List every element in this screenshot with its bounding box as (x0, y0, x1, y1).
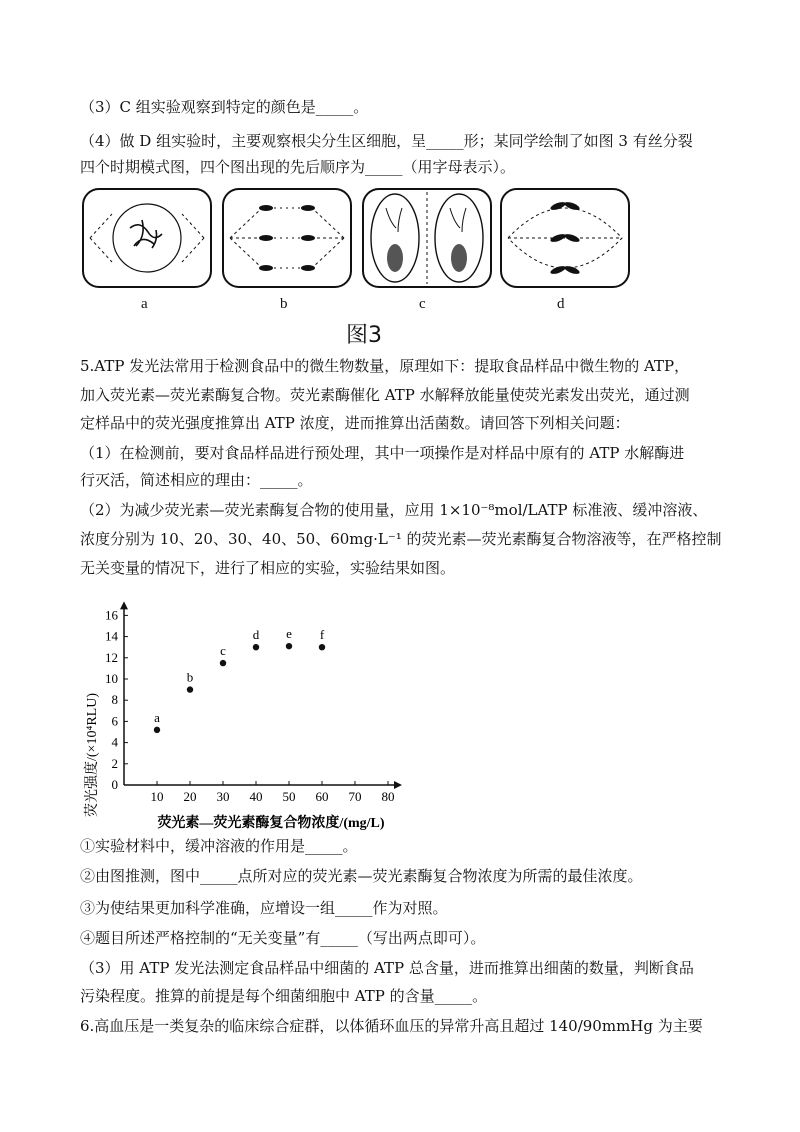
data-point-f (319, 644, 325, 650)
figure-3-title: 图3 (346, 323, 382, 348)
q6-text-line1: 6.高血压是一类复杂的临床综合症群，以体循环血压的异常升高且超过 140/90mmHg 为主要 (80, 1017, 703, 1035)
q3-text: （3）C 组实验观察到特定的颜色是_____。 (80, 98, 369, 116)
y-tick-label: 8 (111, 692, 118, 708)
data-point-label-e: e (286, 626, 292, 642)
q5-sub1: ①实验材料中，缓冲溶液的作用是_____。 (80, 837, 358, 855)
q5-1-line1: （1）在检测前，要对食品样品进行预处理，其中一项操作是对样品中原有的 ATP 水解酶进 (80, 444, 685, 462)
x-tick-label: 20 (183, 789, 197, 804)
q5-text-line2: 加入荧光素—荧光素酶复合物。荧光素酶催化 ATP 水解释放能量使荧光素发出荧光，通过测 (80, 386, 690, 404)
y-tick-label: 2 (111, 755, 118, 771)
data-point-a (154, 727, 160, 733)
data-point-label-c: c (220, 643, 226, 659)
q4-text-line2: 四个时期模式图，四个图出现的先后顺序为_____（用字母表示）。 (80, 158, 516, 176)
x-tick-label: 70 (348, 789, 362, 804)
q5-1-line2: 行灭活，简述相应的理由：_____。 (80, 471, 313, 489)
q5-2-line1: （2）为减少荧光素—荧光素酶复合物的使用量，应用 1×10⁻⁸mol/LATP 标准液、缓冲溶液、 (80, 501, 708, 519)
data-point-label-f: f (319, 627, 325, 643)
q5-text-line1: 5.ATP 发光法常用于检测食品中的微生物数量，原理如下：提取食品样品中微生物的 ATP， (80, 357, 690, 375)
q5-text-line3: 定样品中的荧光强度推算出 ATP 浓度，进而推算出活菌数。请回答下列相关问题： (80, 414, 630, 432)
y-axis-label: 荧光强度/(×10⁴RLU) (85, 693, 100, 817)
x-tick-label: 40 (249, 789, 263, 804)
y-axis-arrow (120, 601, 128, 609)
q5-3-line1: （3）用 ATP 发光法测定食品样品中细菌的 ATP 总含量，进而推算出细菌的数量，判断食品 (80, 959, 694, 977)
y-tick-label: 10 (105, 671, 118, 686)
q5-2-line2: 浓度分别为 10、20、30、40、50、60mg·L⁻¹ 的荧光素—荧光素酶复合物溶液等，在严格控制 (80, 530, 722, 548)
panel-label-c: c (419, 296, 426, 312)
x-tick-label: 10 (150, 789, 164, 804)
fluorescence-scatter-chart (76, 595, 416, 835)
x-axis-label: 荧光素—荧光素酶复合物浓度/(mg/L) (157, 816, 385, 831)
y-tick-label: 4 (111, 734, 118, 750)
data-point-label-d: d (252, 627, 260, 643)
x-tick-label: 50 (282, 789, 296, 804)
y-tick-label: 6 (111, 713, 118, 729)
q5-2-line3: 无关变量的情况下，进行了相应的实验，实验结果如图。 (80, 559, 456, 577)
panel-label-d: d (557, 296, 565, 312)
y-tick-label: 16 (105, 607, 118, 623)
q4-text-line1: （4）做 D 组实验时，主要观察根尖分生区细胞，呈_____形；某同学绘制了如图 3 有丝分裂 (80, 132, 693, 150)
q5-sub3: ③为使结果更加科学准确，应增设一组_____作为对照。 (80, 899, 448, 917)
q5-sub4: ④题目所述严格控制的“无关变量”有_____（写出两点即可）。 (80, 929, 486, 947)
data-point-label-b: b (186, 669, 194, 685)
panel-label-a: a (141, 296, 148, 312)
q5-3-line2: 污染程度。推算的前提是每个细菌细胞中 ATP 的含量_____。 (80, 987, 488, 1005)
mitosis-panel-a (82, 188, 212, 288)
x-tick-label: 80 (381, 789, 395, 804)
q5-sub2: ②由图推测，图中_____点所对应的荧光素—荧光素酶复合物浓度为所需的最佳浓度。 (80, 867, 643, 885)
mitosis-panel-c (362, 188, 492, 288)
mitosis-panel-d (500, 188, 630, 288)
data-point-b (187, 686, 193, 692)
data-point-e (286, 643, 292, 649)
data-point-c (220, 660, 226, 666)
x-tick-label: 60 (315, 789, 329, 804)
data-point-d (253, 644, 259, 650)
mitosis-panel-b (222, 188, 352, 288)
x-tick-label: 30 (216, 789, 230, 804)
y-tick-label: 0 (111, 777, 118, 792)
y-tick-label: 12 (105, 649, 118, 665)
data-point-label-a: a (154, 709, 160, 725)
panel-label-b: b (280, 296, 288, 312)
y-tick-label: 14 (105, 628, 118, 644)
x-axis-arrow (394, 781, 402, 789)
